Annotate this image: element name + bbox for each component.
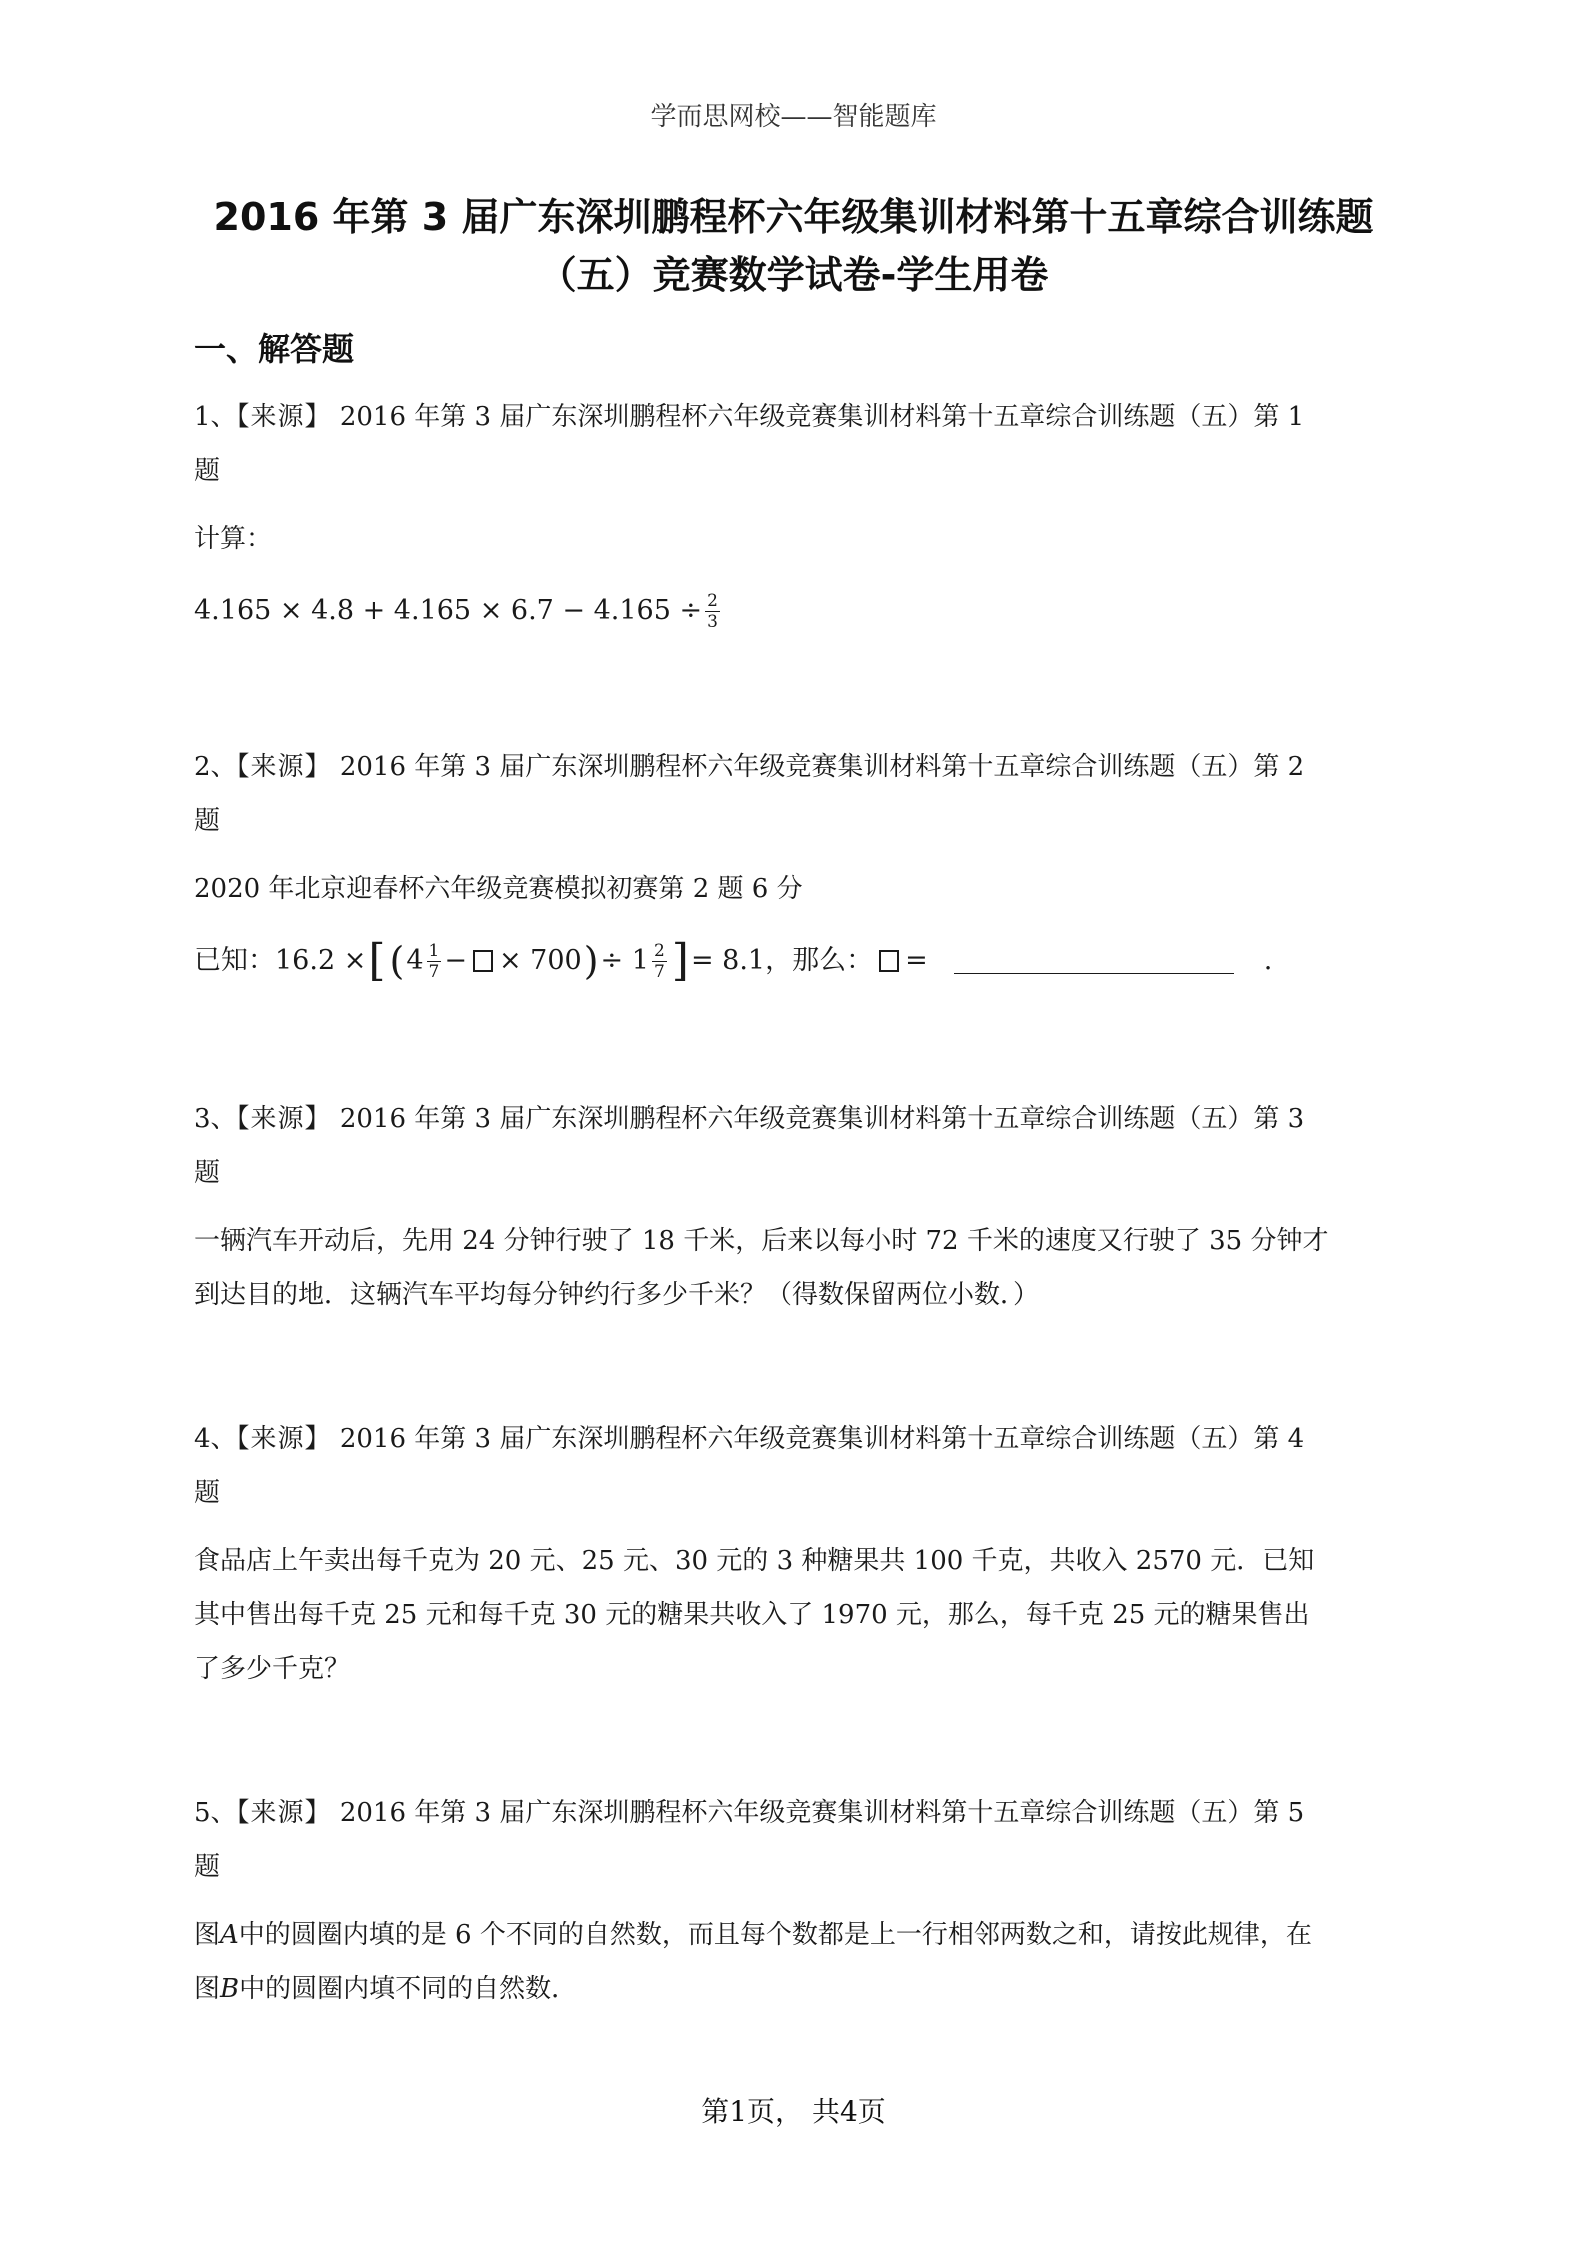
source-tag: 【来源】 [236,402,332,432]
question-body: 食品店上午卖出每千克为 20 元、25 元、30 元的 3 种糖果共 100 千克，共收入 2570 元．已知 [194,1546,1315,1576]
question-number: 2、 [194,752,237,782]
math-prefix: 已知：16.2 × [194,945,367,976]
source-tag: 【来源】 [236,1104,332,1134]
unknown-box-icon [879,950,899,972]
source-text: 2016 年第 3 届广东深圳鹏程杯六年级竞赛集训材料第十五章综合训练题（五）第 5 [331,1798,1305,1828]
source-tag: 【来源】 [236,752,332,782]
math-expression [194,584,1394,638]
equals-text: = 8.1，那么： [690,945,874,976]
source-text: 2016 年第 3 届广东深圳鹏程杯六年级竞赛集训材料第十五章综合训练题（五）第 3 [331,1104,1305,1134]
fraction-denominator: 7 [653,961,665,982]
question-source [194,1786,1394,1840]
question-source [194,1412,1394,1466]
right-paren: ) [583,939,599,983]
period: . [1263,945,1273,976]
fraction [427,941,442,982]
question-number: 4、 [194,1424,237,1454]
left-bracket: [ [368,935,386,986]
question-source [194,740,1394,794]
fraction-denominator: 7 [428,961,440,982]
source-text-cont: 题 [194,806,221,836]
right-bracket: ] [671,935,689,986]
question-1 [194,390,1394,638]
fraction-denominator: 3 [707,611,718,632]
question-2 [194,740,1394,988]
question-body: 到达目的地．这辆汽车平均每分钟约行多少千米？（得数保留两位小数．） [194,1280,1040,1310]
source-tag: 【来源】 [236,1424,332,1454]
source-text-cont: 题 [194,456,221,486]
question-4 [194,1412,1394,1696]
question-number: 5、 [194,1798,237,1828]
math-equation [194,934,1394,988]
question-number: 3、 [194,1104,237,1134]
equals-sign: = [905,945,928,976]
question-body: 2020 年北京迎春杯六年级竞赛模拟初赛第 2 题 6 分 [194,874,803,904]
document-title [120,188,1467,304]
question-body: 了多少千克？ [194,1654,351,1684]
unknown-box-icon [473,950,493,972]
page-header: 学而思网校——智能题库 [650,102,937,132]
source-text: 2016 年第 3 届广东深圳鹏程杯六年级竞赛集训材料第十五章综合训练题（五）第 4 [331,1424,1305,1454]
fraction [705,591,720,632]
source-text: 2016 年第 3 届广东深圳鹏程杯六年级竞赛集训材料第十五章综合训练题（五）第 1 [331,402,1305,432]
fraction-numerator: 2 [707,590,718,611]
question-5 [194,1786,1394,2016]
title-line-2: （五）竞赛数学试卷-学生用卷 [538,253,1049,297]
fraction [652,941,667,982]
left-paren: ( [389,939,405,983]
fraction-numerator: 2 [653,940,665,961]
question-number: 1、 [194,402,237,432]
section-title: 一、解答题 [194,330,355,368]
question-body: 图𝐴中的圆圈内填的是 6 个不同的自然数，而且每个数都是上一行相邻两数之和，请按此规律，在 [194,1920,1312,1950]
source-text-cont: 题 [194,1852,221,1882]
source-text-cont: 题 [194,1478,221,1508]
question-source [194,1092,1394,1146]
answer-blank[interactable] [954,949,1234,974]
question-body: 一辆汽车开动后，先用 24 分钟行驶了 18 千米，后来以每小时 72 千米的速度又行驶了 35 分钟才 [194,1226,1329,1256]
page-footer: 第1页， 共4页 [701,2095,886,2128]
minus-sign: − [444,945,467,976]
question-body: 图𝐵中的圆圈内填不同的自然数． [194,1974,578,2004]
source-text: 2016 年第 3 届广东深圳鹏程杯六年级竞赛集训材料第十五章综合训练题（五）第 2 [331,752,1305,782]
source-tag: 【来源】 [236,1798,332,1828]
mixed-whole: 4 [406,945,424,976]
source-text-cont: 题 [194,1158,221,1188]
title-line-1: 2016 年第 3 届广东深圳鹏程杯六年级集训材料第十五章综合训练题 [213,195,1374,239]
question-source [194,390,1394,444]
divide-mixed: ÷ 1 [600,945,649,976]
question-body: 计算： [194,524,273,554]
fraction-numerator: 1 [428,940,440,961]
question-body: 其中售出每千克 25 元和每千克 30 元的糖果共收入了 1970 元，那么，每千克 25 元的糖果售出 [194,1600,1310,1630]
math-expr-text: 4.165 × 4.8 + 4.165 × 6.7 − 4.165 ÷ [194,595,703,626]
question-3 [194,1092,1394,1322]
times-700: × 700 [498,945,582,976]
